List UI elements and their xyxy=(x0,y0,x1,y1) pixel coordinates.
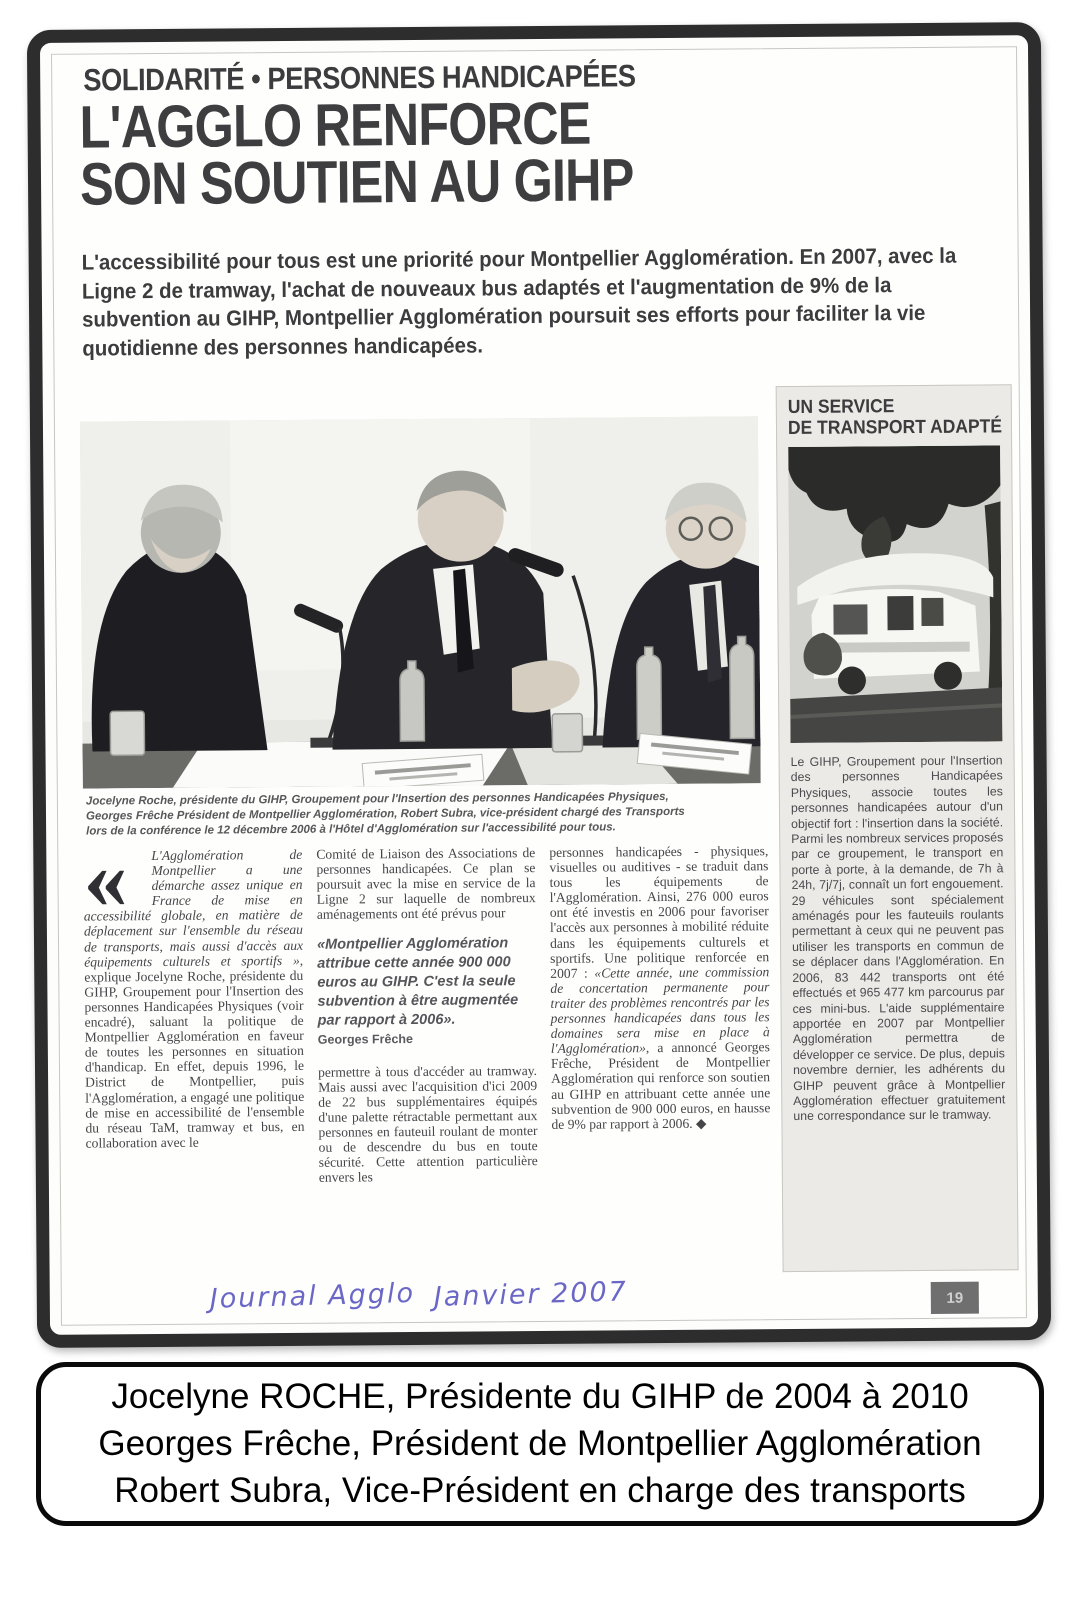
minibus-photo xyxy=(788,445,1002,743)
sidebar-encadre xyxy=(776,384,1019,1272)
sidebar-title-line1: UN SERVICE xyxy=(787,396,895,419)
caption-line1: Jocelyne ROCHE, Présidente du GIHP de 2004 à 2010 xyxy=(111,1377,969,1416)
pull-quote: «Montpellier Agglomération attribue cette année 900 000 euros au GIHP. C'est la seule subvention à être augmentée par rapport à 2006». xyxy=(316,935,519,1030)
headline-line2: SON SOUTIEN AU GIHP xyxy=(79,146,634,218)
opening-quote-mark: « xyxy=(83,830,128,928)
column2-paragraph1: Comité de Liaison des Associations de personnes handicapées. Ce plan se poursuit avec la mise en service de la Ligne 2 sur laquelle de nombreux aménagements ont été prévus pour xyxy=(316,845,536,923)
newspaper-page xyxy=(51,46,1027,1326)
handwritten-note-part1: Journal Agglo xyxy=(209,1277,416,1315)
photo-caption: Jocelyne Roche, présidente du GIHP, Groupement pour l'Insertion des personnes Handicapées Physiques, Georges Frêche Président de Montpellier Agglomération, Robert Subra, vice-président chargé des Transports lors de la conférence le 12 décembre 2006 à l'Hôtel d'Agglomération sur l'accessibilité pour tous. xyxy=(85,790,685,838)
lead-paragraph: L'accessibilité pour tous est une priorité pour Montpellier Agglomération. En 2007, avec la Ligne 2 de tramway, l'achat de nouveaux bus adaptés et l'augmentation de 9% de la subvention au GIHP, Montpellier Agglomération poursuit ses efforts pour faciliter la vie quotidienne des personnes handicapées. xyxy=(81,243,957,361)
caption-line2: Georges Frêche, Président de Montpellier Agglomération xyxy=(98,1424,982,1463)
press-conference-photo-art xyxy=(80,416,761,788)
column1-quote-text: L'Agglomération de Montpellier a une démarche assez unique en France de mise en accessibilité globale, en matière de déplacement sur l'ensemble du réseau de transports, mais aussi d'accès aux équipements culturels et sportifs », xyxy=(83,846,304,970)
minibus-photo-art xyxy=(788,445,1002,743)
column2-paragraph2: permettre à tous d'accéder au tramway. Mais aussi avec l'acquisition d'ici 2009 de 22 bus supplémentaires équipés d'une palette rétractable permettant aux personnes en fauteuil roulant de monter ou de descendre du bus en toute sécurité. Cette attention particulière envers les xyxy=(317,1062,538,1185)
identification-caption-box xyxy=(36,1362,1044,1526)
column1-body-text: explique Jocelyne Roche, présidente du GIHP, Groupement pour l'Insertion des personnes Handicapées Physiques (voir encadré), saluant la politique de Montpellier Agglomération en faveur de toutes les personnes en situation d'handicap. En effet, depuis 1996, le District de Montpellier, puis l'Agglomération, a engagé une politique de mise en accessibilité de l'ensemble du réseau TaM, tramway et bus, en collaboration avec le xyxy=(84,967,305,1151)
sidebar-body-text: Le GIHP, Groupement pour l'Insertion des personnes Handicapées Physiques, associe toutes les personnes handicapées autour d'un objectif fort : l'insertion dans la société. Parmi les nombreux services proposés par ce groupement, le transport en porte à porte, à la demande, de 7h à 24h, 7j/7j, connaît un fort engouement. 29 véhicules sont spécialement aménagés pour les fauteuils roulants permettant à ceux qui ne peuvent pas utiliser les transports en commun de se déplacer dans l'Agglomération. En 2006, 83 442 transports ont été effectués et 965 477 km parcourus par ces mini-bus. L'aide supplémentaire apportée en 2007 par Montpellier Agglomération permettra de développer ce service. De plus, depuis novembre dernier, les adhérents du GIHP peuvent grâce à Montpellier Agglomération effectuer gratuitement une correspondance sur le tramway. xyxy=(790,753,1006,1124)
section-kicker: SOLIDARITÉ • PERSONNES HANDICAPÉES xyxy=(83,58,636,98)
sidebar-title-line2: DE TRANSPORT ADAPTÉ xyxy=(787,416,1003,440)
column3-end-text: a annoncé Georges Frêche, Président de Montpellier Agglomération qui renforce son soutien au GIHP en attribuant cette année une subvention de 900 000 euros, en hausse de 9% par rapport à 2006. ◆ xyxy=(550,1039,771,1132)
column3-start-text: personnes handicapées - physiques, visuelles ou auditives - se traduit dans tous les équipements de l'Agglomération. Ainsi, 276 000 euros ont été investis en 2006 pour favoriser l'accès aux personnes à mobilité réduite dans les équipements culturels et sportifs. Une politique renforcée en 2007 : xyxy=(549,843,770,981)
page-number-badge: 19 xyxy=(931,1282,979,1314)
article-column-1 xyxy=(83,830,305,1281)
caption-line3: Robert Subra, Vice-Président en charge des transports xyxy=(114,1471,966,1510)
article-headline xyxy=(79,89,739,218)
scanned-clipping-frame xyxy=(27,22,1051,1348)
article-column-2 xyxy=(316,845,538,1279)
pull-quote-attribution: Georges Frêche xyxy=(317,1032,414,1048)
press-conference-photo xyxy=(80,416,761,788)
headline-line1: L'AGGLO RENFORCE xyxy=(79,89,591,161)
column3-quote-text: «Cette année, une commission de concertation permanente pour traiter des problèmes rencontrés par les personnes handicapées dans tous les domaines sera mise en place à l'Agglomération», xyxy=(550,963,770,1057)
article-column-3 xyxy=(549,843,771,1277)
handwritten-note-part2: Janvier 2007 xyxy=(433,1276,629,1313)
